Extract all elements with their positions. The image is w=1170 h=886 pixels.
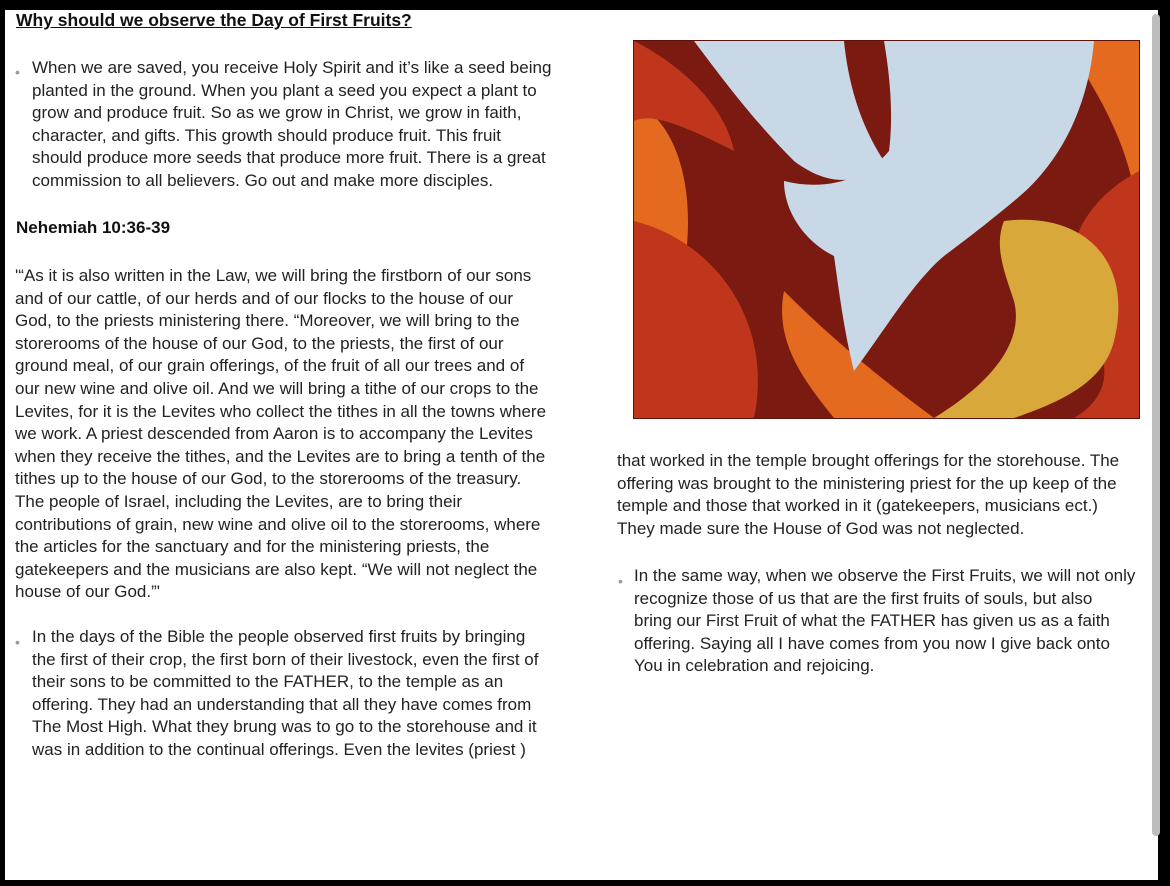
text-line: when they receive the tithes, and the Levites are to bring a tenth of the (15, 446, 546, 466)
intro-paragraph (32, 57, 551, 193)
text-line: the first of their crop, the first born of their livestock, even the first of (32, 649, 539, 669)
text-line: ground meal, of our grain offerings, of the fruit of all our trees and of (15, 356, 525, 376)
text-line: offering. They had an understanding that all they have comes from (32, 694, 532, 714)
text-line: recognize those of us that are the first fruits of souls, but also (634, 588, 1093, 608)
bullet-dot: • (15, 64, 20, 80)
continuation-paragraph (617, 450, 1119, 540)
text-line: '“As it is also written in the Law, we will bring the firstborn of our sons (15, 266, 532, 285)
text-line: temple and those that worked in it (gatekeepers, musicians ect.) (617, 496, 1098, 516)
text-line: Levites, for it is the Levites who collect the tithes in all the towns where (15, 401, 547, 421)
text-line: gatekeepers and the musicians are also kept. “We will not neglect the (15, 559, 538, 579)
text-line: house of our God.”' (15, 582, 160, 602)
text-line: should produce more seeds that produce more fruit. There is a great (32, 148, 546, 168)
text-line: our new wine and olive oil. And we will bring a tithe of our crops to the (15, 378, 539, 398)
dove-flames-illustration (633, 40, 1140, 419)
text-line: bring our First Fruit of what the FATHER has given us as a faith (634, 611, 1110, 631)
vertical-scrollbar[interactable] (1152, 14, 1160, 836)
text-line: the articles for the sanctuary and for the ministering priests, the (15, 537, 490, 557)
text-line: The people of Israel, including the Levites, are to bring their (15, 491, 462, 511)
text-line: was in addition to the continual offerings. Even the levites (priest ) (32, 739, 526, 759)
text-line: In the days of the Bible the people observed first fruits by bringing (32, 627, 526, 646)
text-line: When we are saved, you receive Holy Spirit and it’s like a seed being (32, 58, 552, 77)
text-line: grow and produce fruit. So as we grow in Christ, we grow in faith, (32, 103, 522, 123)
text-line: offering was brought to the ministering priest for the up keep of the (617, 473, 1117, 493)
text-line: we work. A priest descended from Aaron is to accompany the Levites (15, 424, 533, 444)
text-line: tithes up to the house of our God, to the storerooms of the treasury. (15, 469, 522, 489)
text-line: planted in the ground. When you plant a seed you expect a plant to (32, 80, 537, 100)
scripture-paragraph (15, 265, 546, 604)
text-line: You in celebration and rejoicing. (634, 656, 875, 676)
bullet-dot: • (618, 573, 623, 589)
text-line: contributions of grain, new wine and olive oil to the storerooms, where (15, 514, 541, 534)
text-line: commission to all believers. Go out and make more disciples. (32, 170, 494, 190)
text-line: offering. Saying all I have comes from you now I give back onto (634, 633, 1110, 653)
document-page (5, 10, 1158, 880)
text-line: that worked in the temple brought offerings for the storehouse. The (617, 451, 1120, 470)
bullet-dot: • (15, 634, 20, 650)
text-line: In the same way, when we observe the First Fruits, we will not only (634, 566, 1136, 585)
text-line: and of our cattle, of our herds and of our flocks to the house of our (15, 288, 514, 308)
text-line: character, and gifts. This growth should produce fruit. This fruit (32, 125, 501, 145)
text-line: storerooms of the house of our God, to the priests, the first of our (15, 333, 504, 353)
page-title: Why should we observe the Day of First Fruits? (16, 10, 412, 30)
text-line: The Most High. What they brung was to go to the storehouse and it (32, 717, 537, 737)
closing-paragraph (634, 565, 1135, 678)
text-line: God, to the priests ministering there. “Moreover, we will bring to the (15, 311, 520, 331)
text-line: their sons to be committed to the FATHER, to the temple as an (32, 672, 504, 692)
scripture-reference: Nehemiah 10:36-39 (16, 218, 171, 237)
history-paragraph (32, 626, 538, 762)
text-line: They made sure the House of God was not neglected. (617, 518, 1025, 538)
